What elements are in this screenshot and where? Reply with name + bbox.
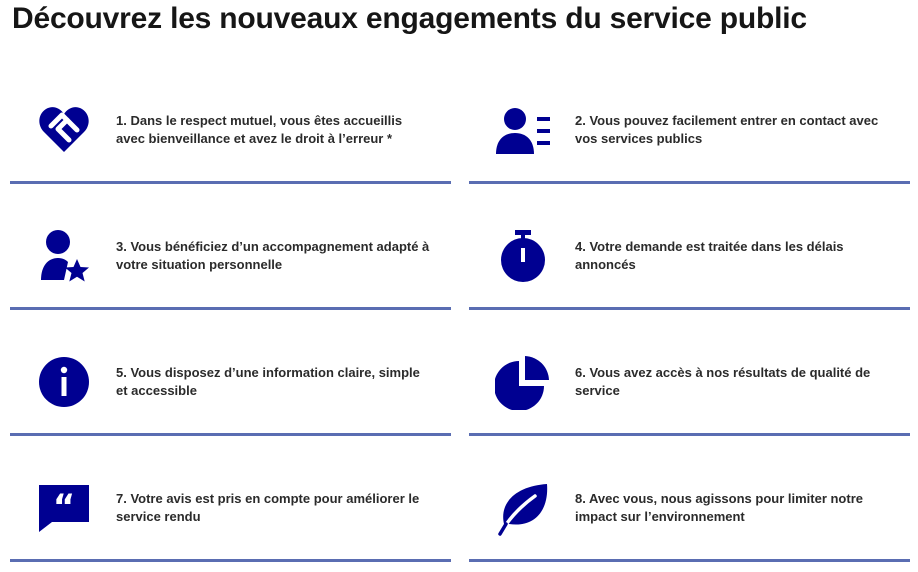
- pie-chart-icon: [495, 354, 551, 410]
- engagement-card-8: [469, 436, 910, 562]
- engagement-text: 7. Votre avis est pris en compte pour améliorer le service rendu: [116, 491, 420, 524]
- person-star-icon: [36, 228, 92, 284]
- engagement-text: 8. Avec vous, nous agissons pour limiter notre impact sur l’environnement: [575, 491, 863, 524]
- engagement-card-2: [469, 58, 910, 184]
- engagements-grid: [10, 58, 910, 562]
- engagement-text: 4. Votre demande est traitée dans les délais annoncés: [575, 239, 844, 272]
- engagement-card-7: [10, 436, 451, 562]
- engagement-text: 5. Vous disposez d’une information claire, simple et accessible: [116, 365, 420, 398]
- engagement-card-5: [10, 310, 451, 436]
- quote-bubble-icon: [36, 480, 92, 536]
- engagement-text: 1. Dans le respect mutuel, vous êtes accueillis avec bienveillance et avez le droit à l’erreur *: [116, 113, 403, 146]
- engagement-card-4: [469, 184, 910, 310]
- contact-person-icon: [495, 102, 551, 158]
- engagement-text: 2. Vous pouvez facilement entrer en contact avec vos services publics: [575, 113, 879, 146]
- stopwatch-icon: [495, 228, 551, 284]
- heart-handshake-icon: [36, 102, 92, 158]
- leaf-icon: [495, 480, 551, 536]
- engagement-card-3: [10, 184, 451, 310]
- engagement-text: 3. Vous bénéficiez d’un accompagnement adapté à votre situation personnelle: [116, 239, 430, 272]
- engagement-card-1: [10, 58, 451, 184]
- info-icon: [36, 354, 92, 410]
- engagement-card-6: [469, 310, 910, 436]
- page-title: Découvrez les nouveaux engagements du service public: [12, 2, 807, 35]
- engagement-text: 6. Vous avez accès à nos résultats de qualité de service: [575, 365, 871, 398]
- svg-text:“: “: [52, 487, 76, 527]
